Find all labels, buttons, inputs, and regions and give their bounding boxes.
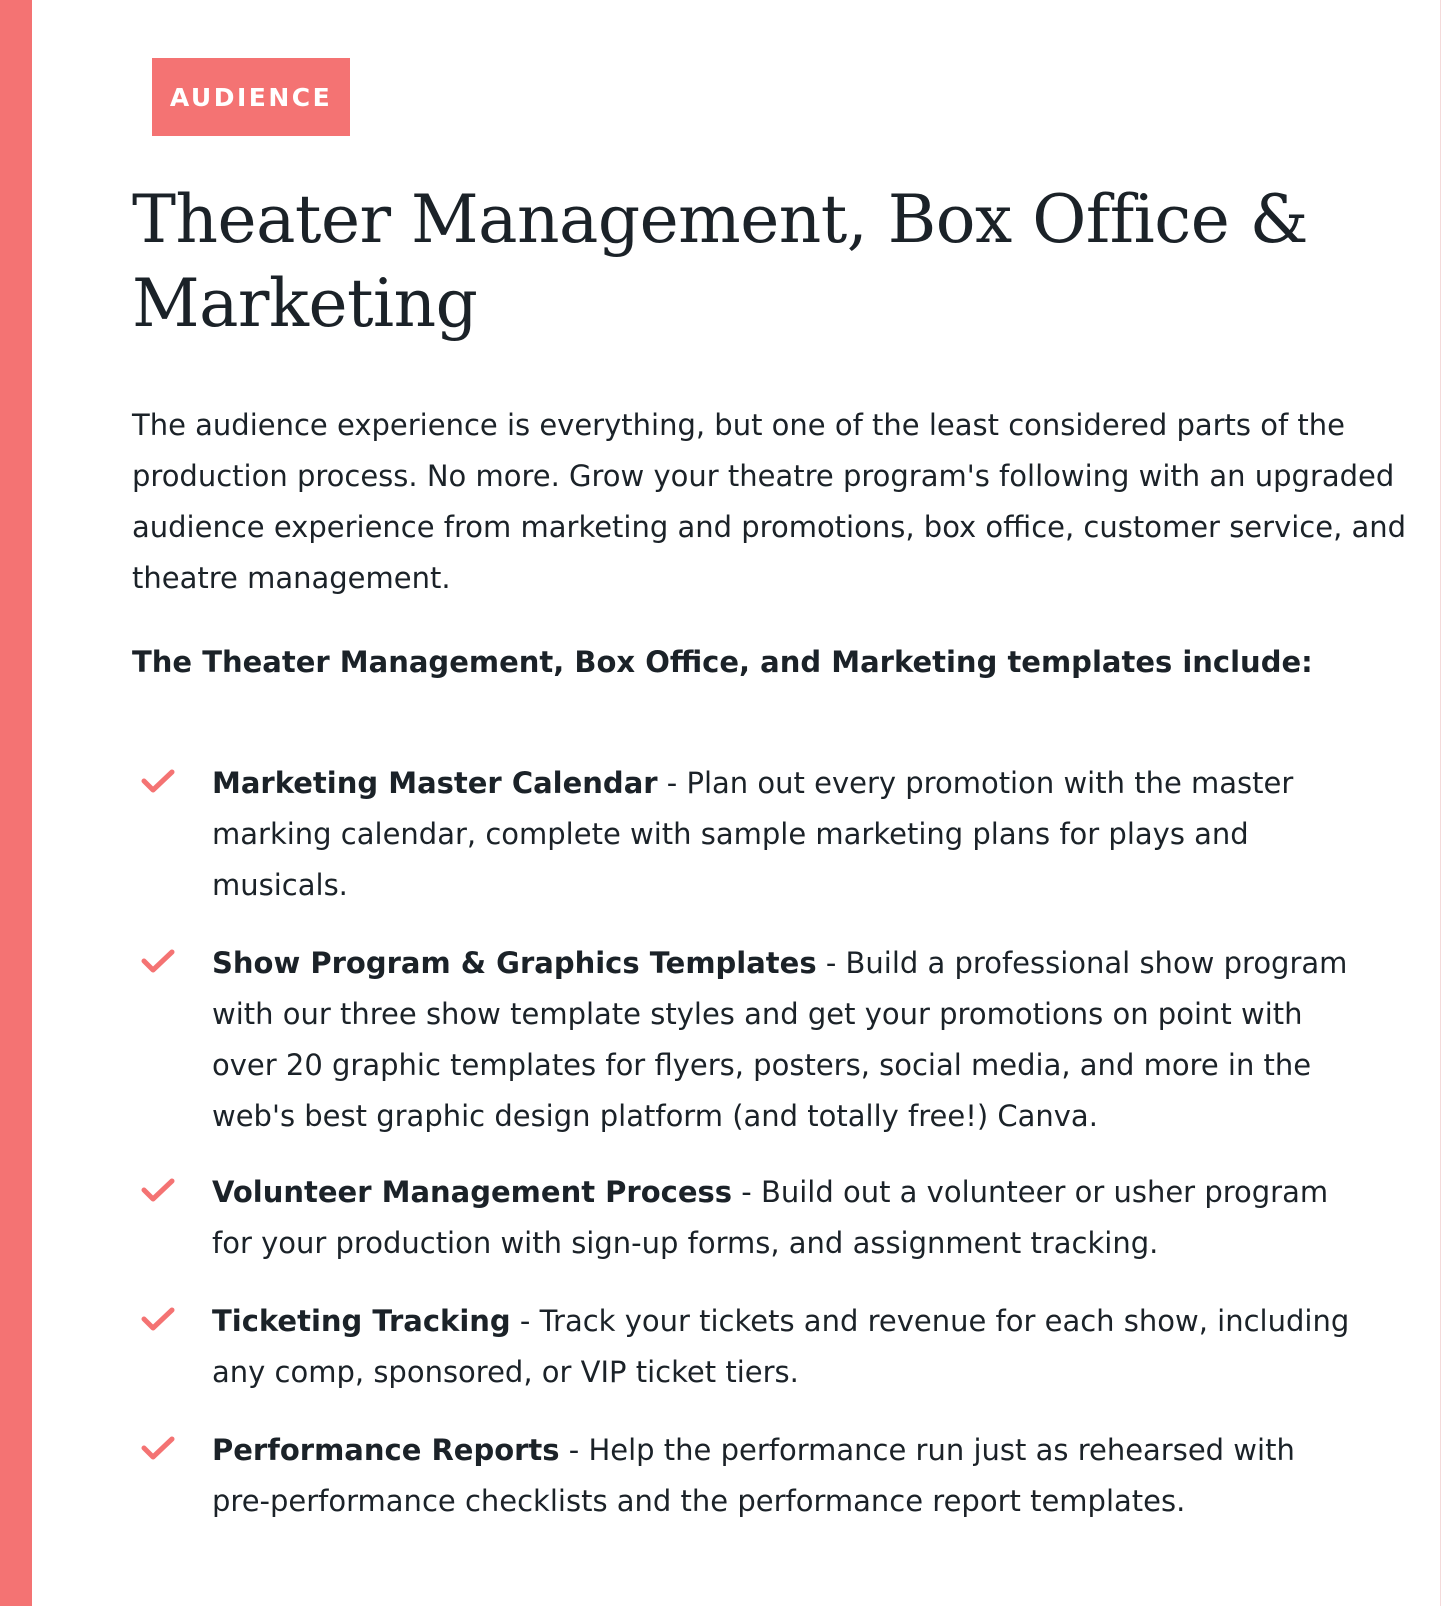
intro-paragraph: The audience experience is everything, but one of the least considered parts of the production process. No more. Grow your theatre program's following with an upgraded audience experience from marketing and promotions, box office, customer service, and theatre management. [132,408,1407,595]
check-icon [141,1306,175,1332]
list-item-separator: - [732,1175,761,1209]
list-item-title: Show Program & Graphics Templates [212,946,817,980]
page-title: Theater Management, Box Office & Marketing [132,181,1309,342]
left-accent-bar [0,0,32,1606]
list-item-separator: - [559,1433,589,1467]
right-divider [1440,0,1441,1606]
list-item-description: Help the performance run just as rehearsed with pre-performance checklists and the performance report templates. [212,1433,1295,1518]
check-icon [141,1435,175,1461]
list-item-description: Plan out every promotion with the master marking calendar, complete with sample marketing plans for plays and musicals. [212,766,1294,902]
list-item-text [212,1167,1350,1269]
list-item-description: Build a professional show program with our three show template styles and get your promotions on point with over 20 graphic templates for flyers, posters, social media, and more in the web's best graphic design platform (and totally free!) Canva. [212,946,1348,1133]
check-icon [141,768,175,794]
list-item-text [212,1425,1350,1527]
list-item-text [212,938,1350,1142]
check-icon [141,1177,175,1203]
list-item-title: Marketing Master Calendar [212,766,658,800]
list-item-separator: - [816,946,846,980]
list-item-description: Track your tickets and revenue for each show, including any comp, sponsored, or VIP ticket tiers. [212,1304,1350,1389]
list-item-title: Volunteer Management Process [212,1175,733,1209]
list-item-title: Performance Reports [212,1433,560,1467]
list-item-separator: - [657,766,687,800]
list-item-text [212,1296,1350,1398]
includes-heading: The Theater Management, Box Office, and Marketing templates include: [132,645,1313,679]
check-icon [141,948,175,974]
list-item-text [212,758,1350,911]
list-item-title: Ticketing Tracking [212,1304,511,1338]
section-badge: AUDIENCE [152,58,350,136]
list-item-description: Build out a volunteer or usher program for your production with sign-up forms, and assignment tracking. [212,1175,1329,1260]
list-item-separator: - [510,1304,540,1338]
